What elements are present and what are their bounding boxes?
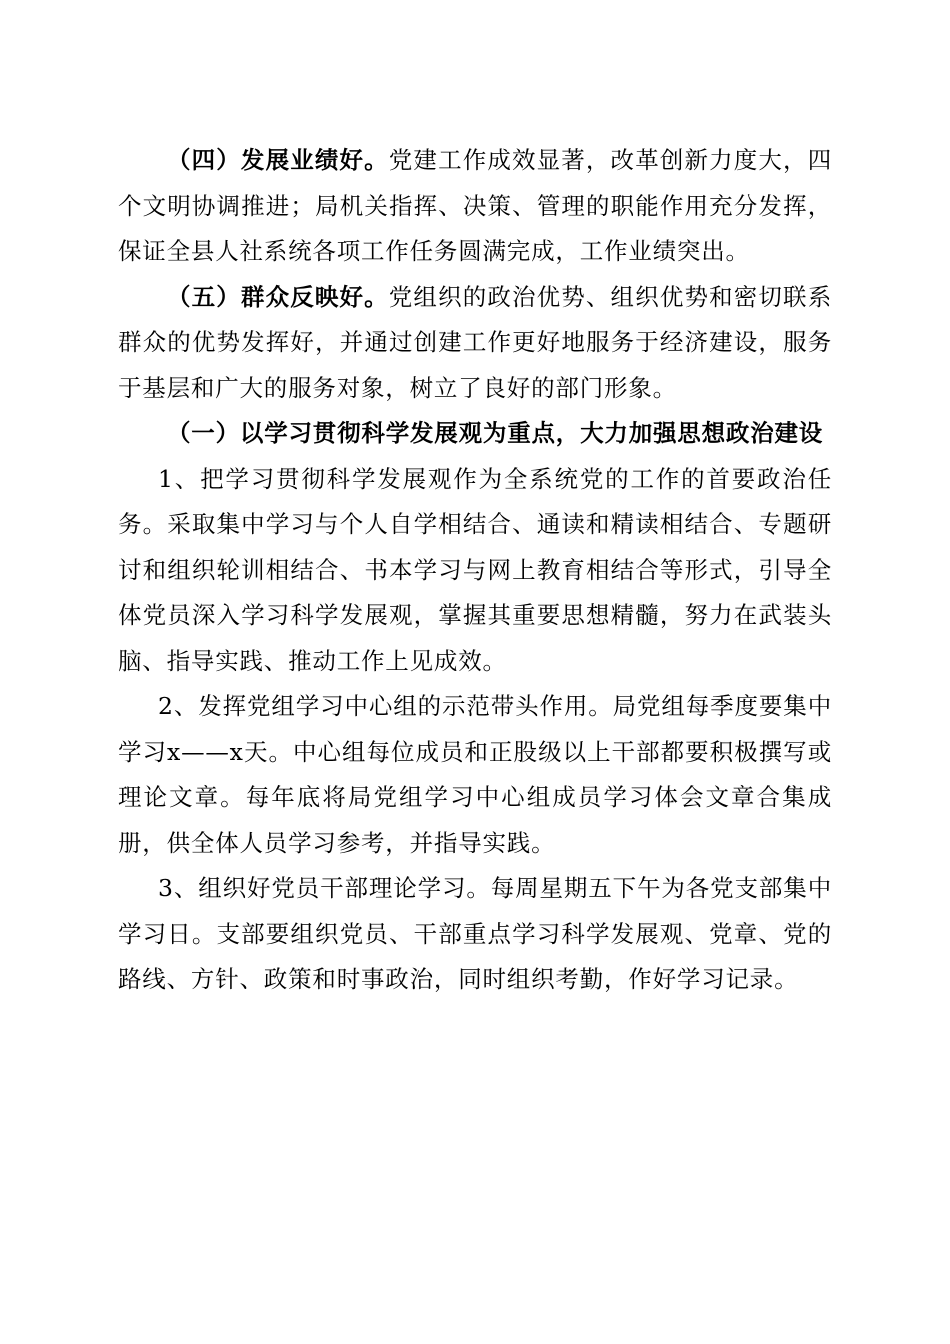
section-heading: （一）以学习贯彻科学发展观为重点，大力加强思想政治建设 [167,419,824,447]
paragraph-text: 党组织的政治优势、组织优势和密切联系群众的优势发挥好，并通过创建工作更好地服务于经济建设，服务于基层和广大的服务对象，树立了良好的部门形象。 [118,282,832,402]
paragraph-lead: （四）发展业绩好。 [167,146,389,174]
numbered-item-1: 1、把学习贯彻科学发展观作为全系统党的工作的首要政治任务。采取集中学习与个人自学相结合、通读和精读相结合、专题研讨和组织轮训相结合、书本学习与网上教育相结合等形式，引导全体党员深入学习科学发展观，掌握其重要思想精髓，努力在武装头脑、指导实践、推动工作上见成效。 [118,464,832,675]
numbered-item-2: 2、发挥党组学习中心组的示范带头作用。局党组每季度要集中学习x——x天。中心组每位成员和正股级以上干部都要积极撰写或理论文章。每年底将局党组学习中心组成员学习体会文章合集成册，供全体人员学习参考，并指导实践。 [118,692,832,857]
paragraph-development-performance [118,138,832,275]
paragraph-lead: （五）群众反映好。 [167,282,389,311]
document-page [118,138,832,1003]
paragraph-public-feedback [118,275,832,412]
paragraph-text: 党建工作成效显著，改革创新力度大，四个文明协调推进；局机关指挥、决策、管理的职能作用充分发挥，保证全县人社系统各项工作任务圆满完成，工作业绩突出。 [118,146,832,265]
numbered-item-3: 3、组织好党员干部理论学习。每周星期五下午为各党支部集中学习日。支部要组织党员、干部重点学习科学发展观、党章、党的路线、方针、政策和时事政治，同时组织考勤，作好学习记录。 [118,874,832,993]
